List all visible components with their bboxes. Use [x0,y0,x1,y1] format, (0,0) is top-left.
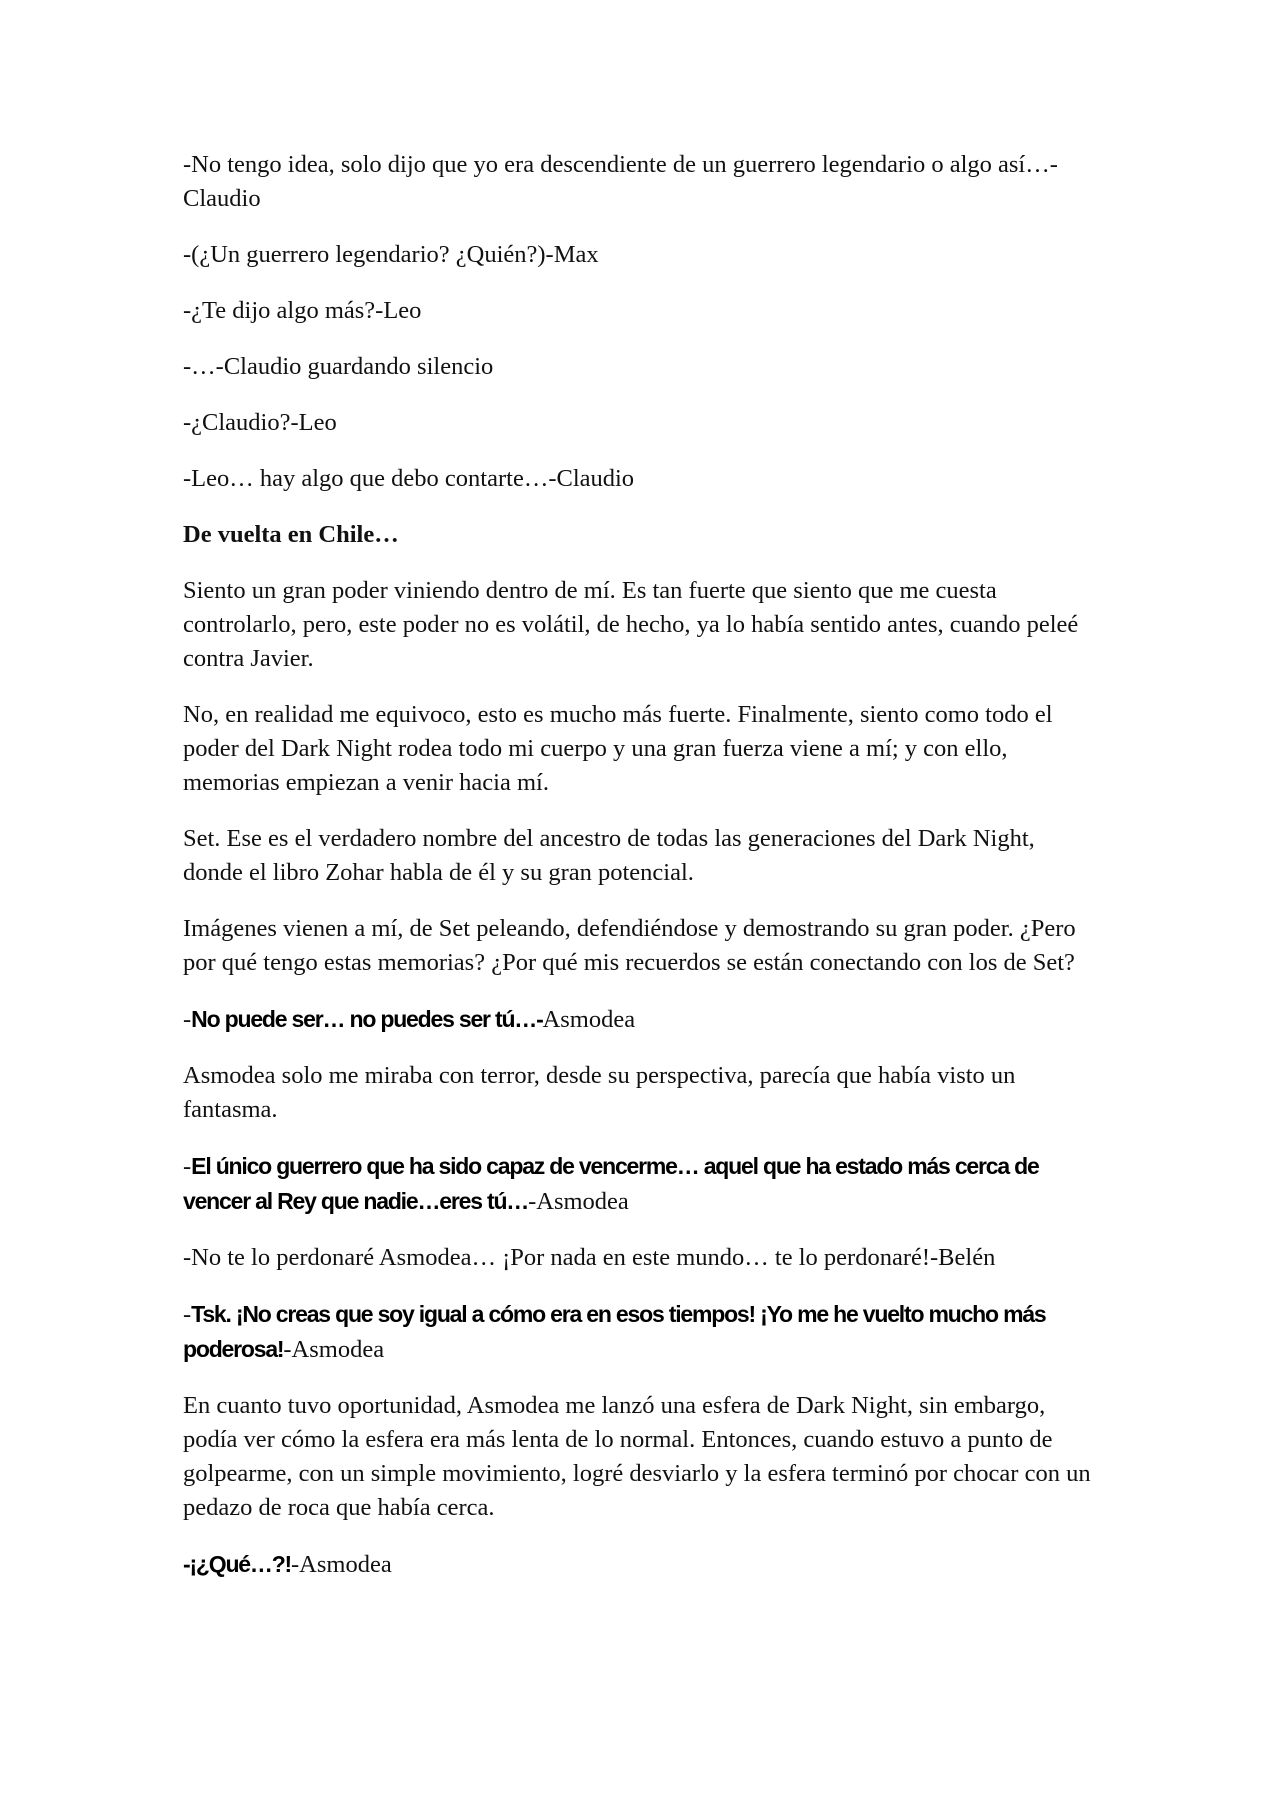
narration-paragraph: No, en realidad me equivoco, esto es mucho más fuerte. Finalmente, siento como todo el poder del Dark Night rodea todo mi cuerpo y una gran fuerza viene a mí; y con ello, memorias empiezan a venir hacia mí. [183,701,1053,796]
dialogue-dash: - [183,1006,192,1033]
dialogue-line: -¿Claudio?-Leo [183,409,337,436]
narration-paragraph: Set. Ese es el verdadero nombre del ancestro de todas las generaciones del Dark Night, donde el libro Zohar habla de él y su gran potencial. [183,825,1035,886]
speaker-name: Asmodea [542,1006,636,1033]
shout-dialogue-line [183,1547,1098,1582]
shout-text: -¡¿Qué…?! [183,1551,292,1577]
dialogue-line: -No tengo idea, solo dijo que yo era descendiente de un guerrero legendario o algo así…-Claudio [183,151,1058,212]
scene-heading: De vuelta en Chile… [183,521,399,548]
speaker-name: -Asmodea [528,1188,629,1215]
shout-text: El único guerrero que ha sido capaz de vencerme… aquel que ha estado más cerca de vencer al Rey que nadie…eres tú… [183,1153,1039,1214]
narration-paragraph: Imágenes vienen a mí, de Set peleando, defendiéndose y demostrando su gran poder. ¿Pero por qué tengo estas memorias? ¿Por qué mis recuerdos se están conectando con los de Set? [183,915,1076,976]
narration-paragraph: En cuanto tuvo oportunidad, Asmodea me lanzó una esfera de Dark Night, sin embargo, podía ver cómo la esfera era más lenta de lo normal. Entonces, cuando estuvo a punto de golpearme, con un simple movimiento, logré desviarlo y la esfera terminó por chocar con un pedazo de roca que había cerca. [183,1392,1091,1521]
narration-paragraph: Siento un gran poder viniendo dentro de mí. Es tan fuerte que siento que me cuesta controlarlo, pero, este poder no es volátil, de hecho, ya lo había sentido antes, cuando peleé contra Javier. [183,577,1079,672]
dialogue-dash: - [183,1301,192,1328]
dialogue-line: -¿Te dijo algo más?-Leo [183,297,422,324]
dialogue-line: -No te lo perdonaré Asmodea… ¡Por nada en este mundo… te lo perdonaré!-Belén [183,1244,996,1271]
shout-dialogue-line [183,1002,1098,1037]
narration-paragraph: Asmodea solo me miraba con terror, desde su perspectiva, parecía que había visto un fantasma. [183,1062,1016,1123]
dialogue-line: -(¿Un guerrero legendario? ¿Quién?)-Max [183,241,599,268]
document-page [183,148,1098,1604]
dialogue-line: -Leo… hay algo que debo contarte…-Claudio [183,465,635,492]
speaker-name: -Asmodea [291,1551,392,1578]
shout-text: Tsk. ¡No creas que soy igual a cómo era en esos tiempos! ¡Yo me he vuelto mucho más poderosa! [183,1301,1046,1362]
shout-dialogue-line [183,1149,1098,1219]
shout-text: No puede ser… no puedes ser tú…- [191,1006,543,1032]
dialogue-line: -…-Claudio guardando silencio [183,353,494,380]
speaker-name: -Asmodea [283,1336,385,1363]
dialogue-dash: - [183,1153,192,1180]
shout-dialogue-line [183,1297,1098,1367]
